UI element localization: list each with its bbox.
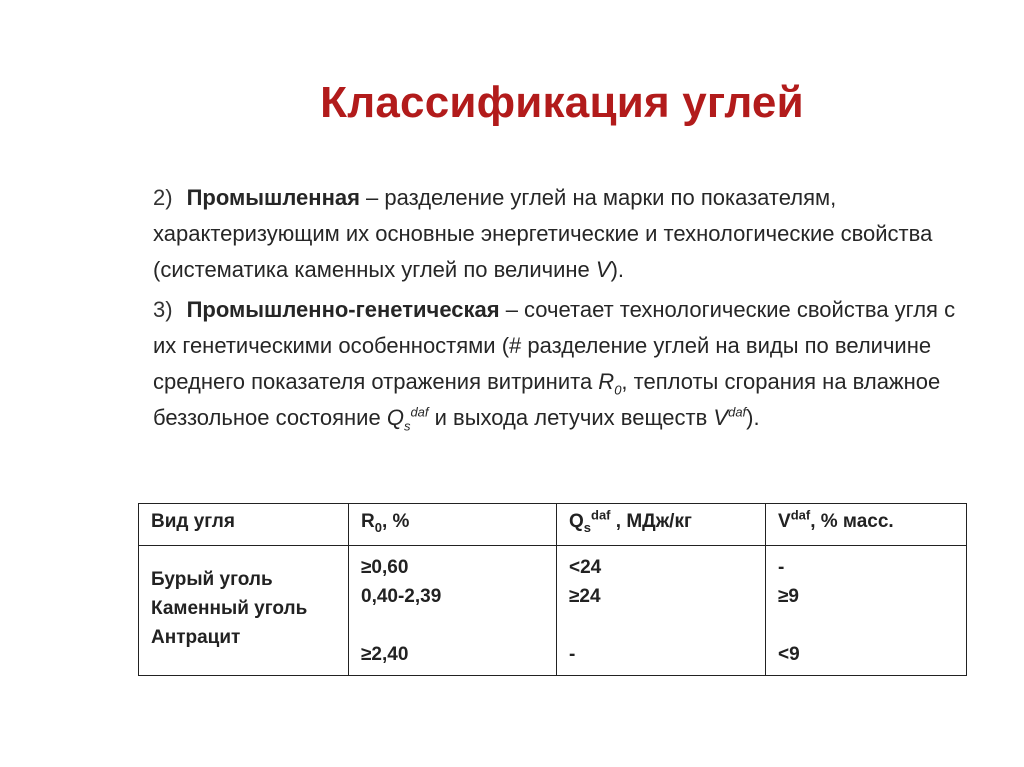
header-kind-label: Вид угля [151,511,235,532]
header-q [557,504,766,546]
v-value: <9 [778,644,800,665]
item-term: Промышленная [186,185,360,210]
kind-anthracite: Антрацит [151,627,241,648]
cell-q-values [557,546,766,676]
table-header-row [139,504,967,546]
r-value: ≥2,40 [361,644,409,665]
var-v: V [595,257,611,282]
cell-kinds [139,546,349,676]
r-value: 0,40-2,39 [361,586,442,607]
item-text: – разделение углей на марки по показателям, характеризующим их основные энергетические и технологические свойства (систематика каменных углей по величине [153,185,933,282]
item-end: ). [746,405,760,430]
table-row [139,546,967,676]
var-r: R [598,369,615,394]
header-r-unit: , % [381,511,410,532]
var-v: V [713,405,729,430]
cell-v-values [766,546,967,676]
header-q-unit: , МДж/кг [610,511,692,532]
q-value: <24 [569,557,602,578]
var-r-sub: 0 [614,382,622,398]
q-value: ≥24 [569,586,601,607]
kind-bituminous: Каменный уголь [151,598,308,619]
item-industrial [153,180,983,288]
item-number: 2) [153,185,173,210]
item-end: ). [610,257,625,282]
var-q: Q [386,405,404,430]
v-value: - [778,557,785,578]
item-text: , теплоты сгорания на влажное беззольное состояние [153,369,941,430]
item-industrial-genetic [153,292,983,436]
item-text: и выхода летучих веществ [428,405,714,430]
header-q-sup: daf [591,507,611,523]
header-v-unit: , % масс. [810,511,894,532]
var-q-sub: s [403,418,411,434]
item-text: – сочетает технологические свойства угля с их генетическими особенностями (# разделение углей на виды по величине среднего показателя отражения витринита [153,297,956,394]
coal-classification-table [138,503,967,676]
item-number: 3) [153,297,173,322]
cell-r-values [349,546,557,676]
var-v-sup: daf [728,404,747,420]
header-q-label: Q [569,511,584,532]
slide-content [153,180,983,440]
header-v-sup: daf [790,507,811,523]
header-v [766,504,967,546]
header-r [349,504,557,546]
header-v-label: V [778,511,791,532]
slide-title: Классификация углей [320,78,804,127]
r-value: ≥0,60 [361,557,409,578]
v-value: ≥9 [778,586,799,607]
header-q-sub: s [583,519,592,535]
kind-brown: Бурый уголь [151,569,273,590]
item-term: Промышленно-генетическая [186,297,500,322]
header-r-label: R [361,511,375,532]
header-kind [139,504,349,546]
q-value: - [569,644,576,665]
header-r-sub: 0 [374,519,382,535]
var-q-sup: daf [410,404,429,420]
